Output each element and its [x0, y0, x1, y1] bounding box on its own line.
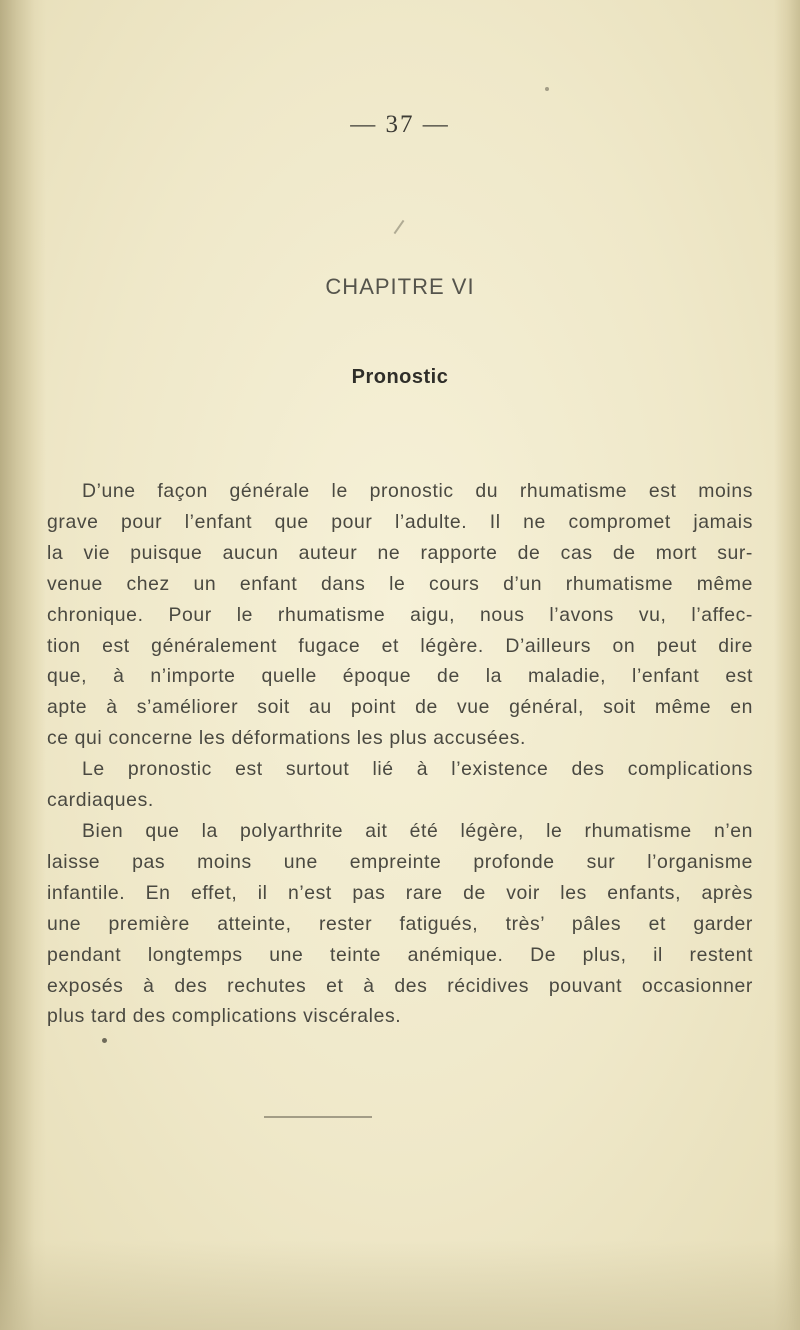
text-line: tion est généralement fugace et légère. D’ailleurs on peut dire [47, 634, 753, 657]
scan-speck [264, 1116, 372, 1118]
scan-speck [102, 1038, 107, 1043]
page-bottom-shade [0, 1240, 800, 1330]
text-line: Le pronostic est surtout lié à l’existence des complications [82, 758, 753, 781]
text-line: exposés à des rechutes et à des récidives pouvant occasionner [47, 974, 753, 997]
page-right-edge-shadow [774, 0, 800, 1330]
text-line: une première atteinte, rester fatigués, très’ pâles et garder [47, 912, 753, 935]
text-line: chronique. Pour le rhumatisme aigu, nous l’avons vu, l’affec- [47, 603, 753, 626]
page-left-edge-shadow [0, 0, 46, 1330]
text-line: D’une façon générale le pronostic du rhumatisme est moins [82, 480, 753, 502]
scan-speck [545, 87, 549, 91]
text-line: ce qui concerne les déformations les plus accusées. [47, 727, 526, 750]
text-line: Bien que la polyarthrite ait été légère, le rhumatisme n’en [82, 819, 753, 842]
text-line: que, à n’importe quelle époque de la maladie, l’enfant est [47, 665, 753, 688]
chapter-heading: CHAPITRE VI [325, 274, 475, 299]
text-line: cardiaques. [47, 789, 154, 812]
text-line: venue chez un enfant dans le cours d’un rhumatisme même [47, 572, 753, 595]
text-line: apte à s’améliorer soit au point de vue général, soit même en [47, 696, 753, 719]
text-line: la vie puisque aucun auteur ne rapporte de cas de mort sur- [47, 541, 753, 564]
body-text [47, 476, 753, 1032]
scan-speck [394, 220, 405, 234]
text-line: pendant longtemps une teinte anémique. De plus, il restent [47, 943, 753, 966]
section-title: Pronostic [351, 366, 449, 388]
page-number: — 37 — [350, 111, 450, 138]
text-line: grave pour l’enfant que pour l’adulte. Il ne compromet jamais [47, 510, 753, 533]
text-line: infantile. En effet, il n’est pas rare de voir les enfants, après [47, 881, 753, 904]
text-line: laisse pas moins une empreinte profonde sur l’organisme [47, 850, 753, 873]
text-line: plus tard des complications viscérales. [47, 1005, 402, 1028]
